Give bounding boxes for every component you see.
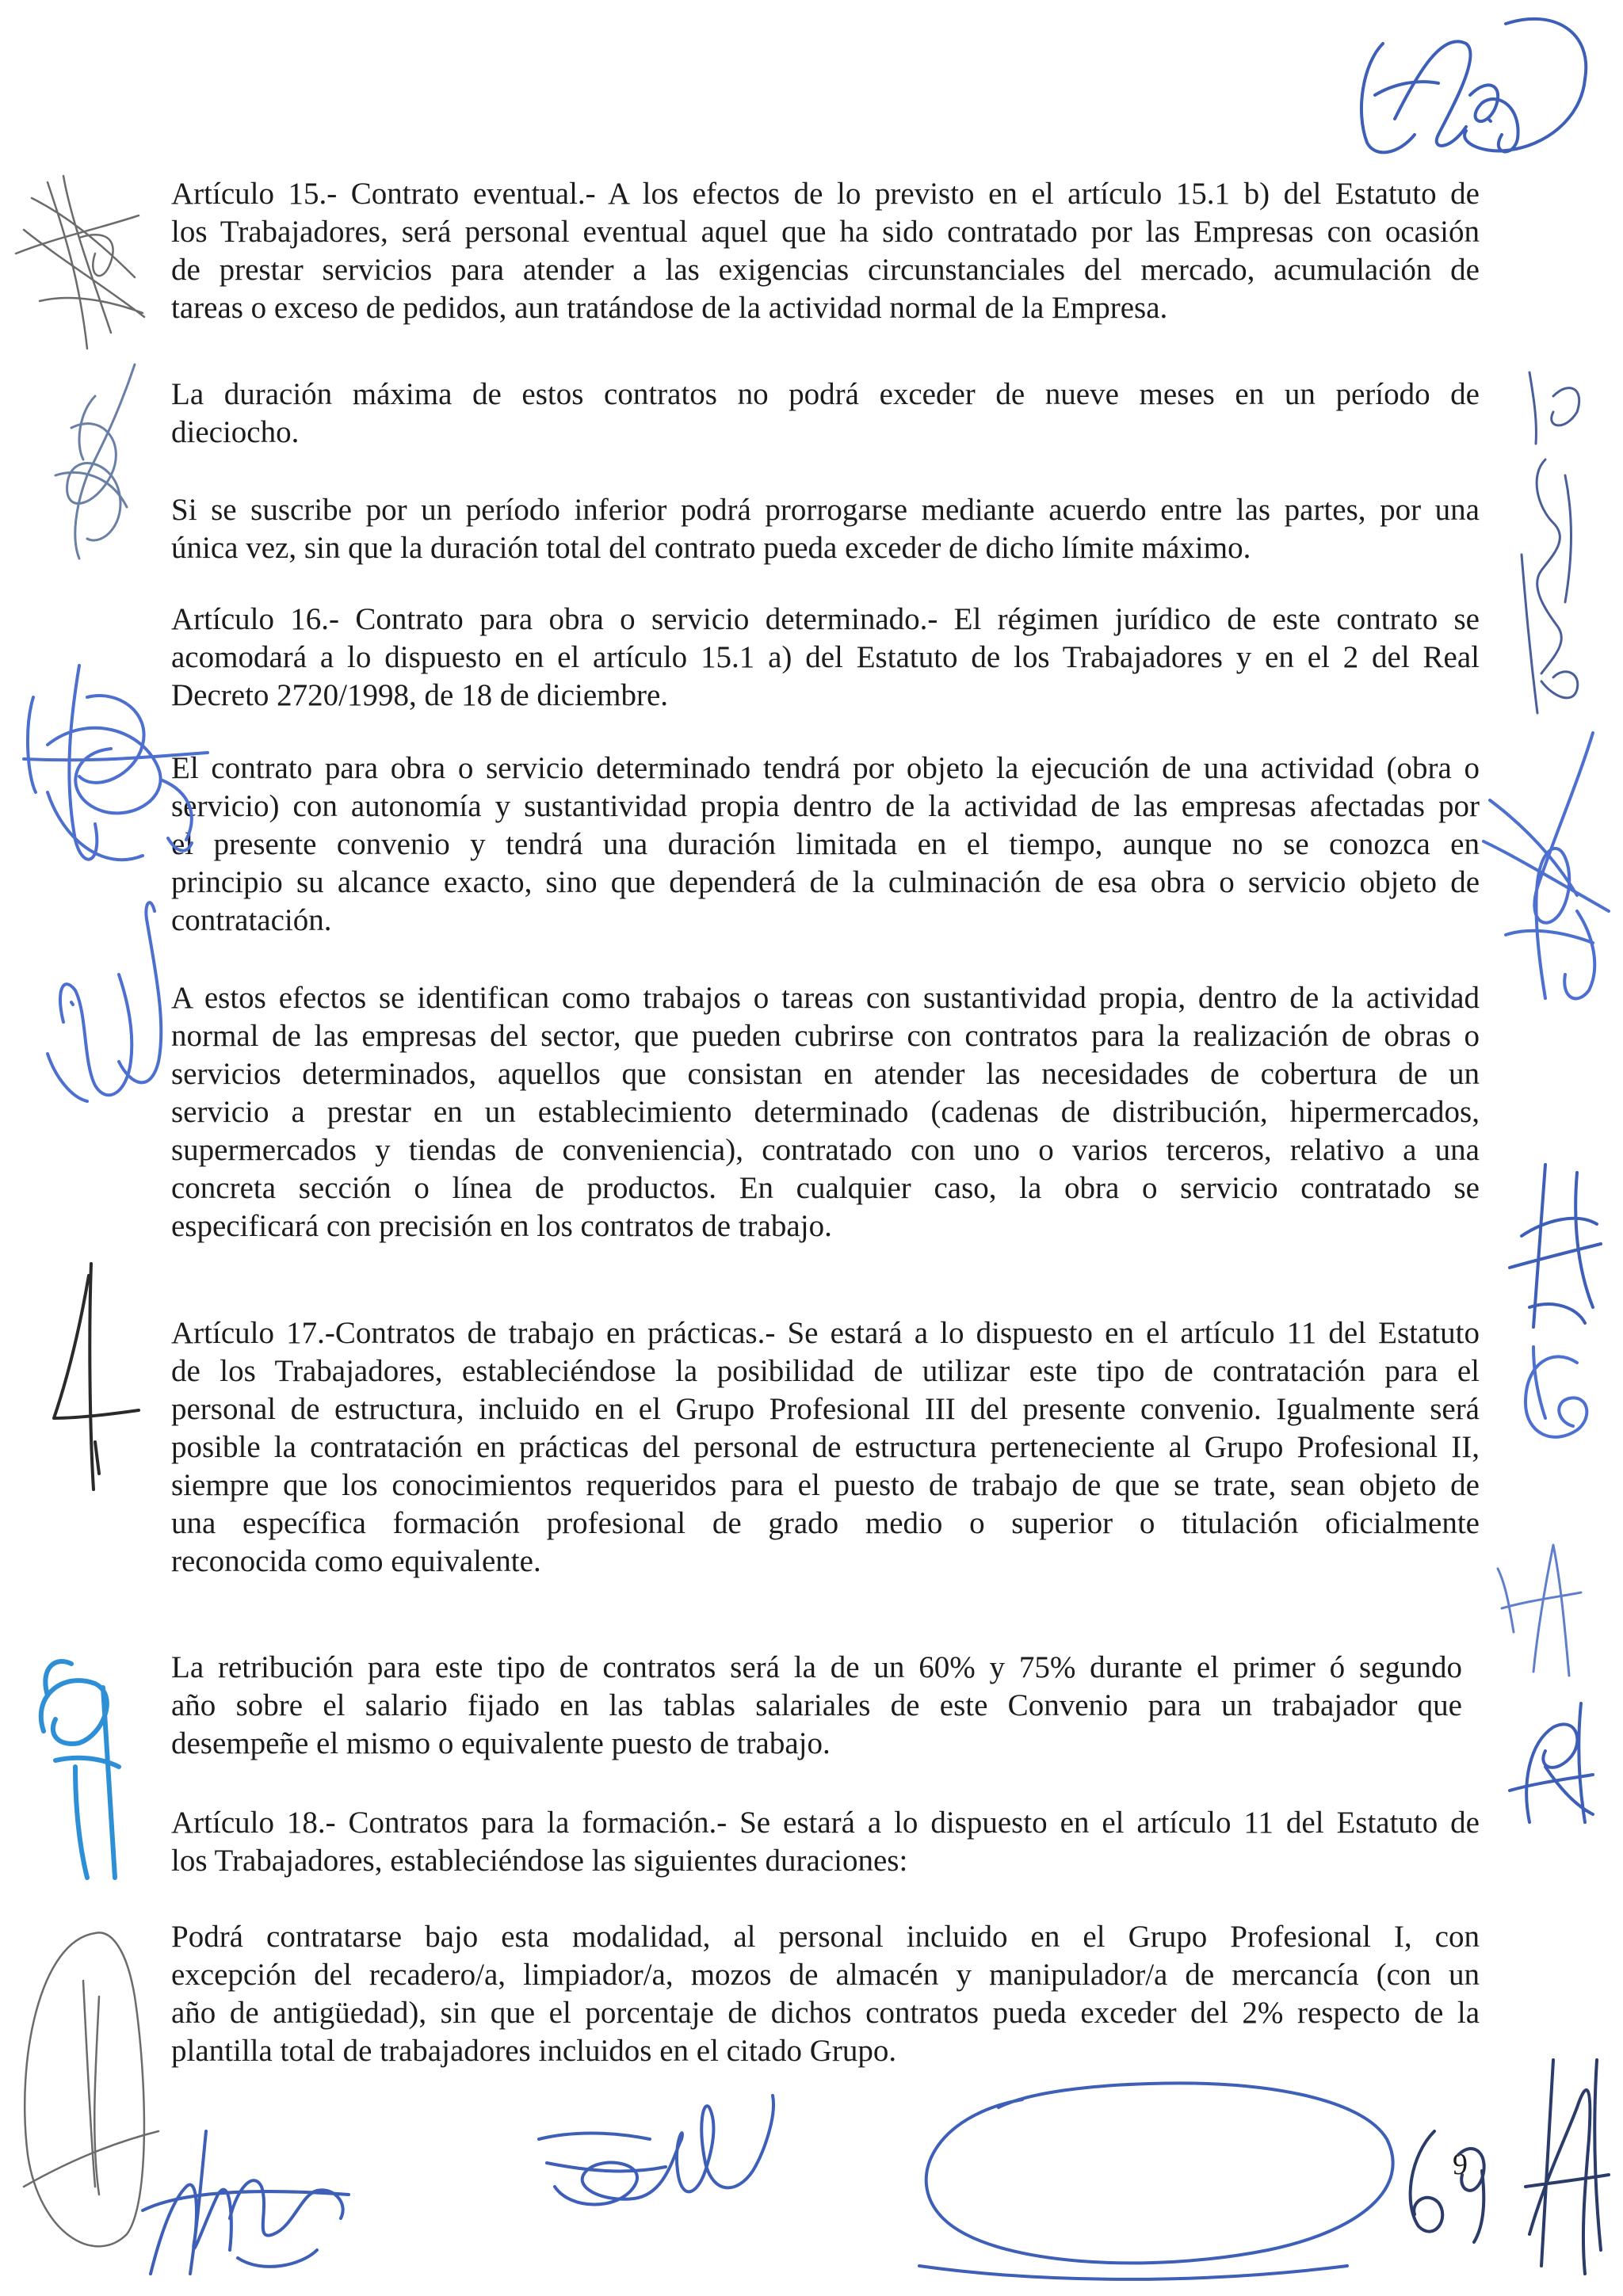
signature-top-right bbox=[1361, 19, 1586, 153]
text-line: una específica formación profesional de grado medio o superior o titulación oficialmente bbox=[171, 1506, 1480, 1540]
text-line: supermercados y tiendas de conveniencia), contratado con uno o varios terceros, relativo a una bbox=[171, 1133, 1480, 1167]
text-line: el presente convenio y tendrá una duración limitada en el tiempo, aunque no se conozca en bbox=[171, 827, 1480, 861]
text-line: reconocida como equivalente. bbox=[171, 1544, 541, 1578]
text-line: El contrato para obra o servicio determinado tendrá por objeto la ejecución de una actividad (obra o bbox=[171, 751, 1480, 785]
article-16-paragraph bbox=[171, 601, 1480, 715]
text-line: especificará con precisión en los contratos de trabajo. bbox=[171, 1209, 832, 1243]
text-line: excepción del recadero/a, limpiador/a, mozos de almacén y manipulador/a de mercancía (con un bbox=[171, 1958, 1480, 1992]
text-line: los Trabajadores, será personal eventual aquel que ha sido contratado por las Empresas con ocasión bbox=[171, 215, 1480, 249]
text-line: desempeñe el mismo o equivalente puesto de trabajo. bbox=[171, 1726, 831, 1760]
signature-bottom-right bbox=[1526, 2060, 1609, 2274]
text-line: Decreto 2720/1998, de 18 de diciembre. bbox=[171, 678, 669, 712]
article-15-duration-paragraph bbox=[171, 376, 1480, 452]
text-line: servicio) con autonomía y sustantividad propia dentro de la actividad de las empresas afectadas por bbox=[171, 789, 1480, 823]
text-line: dieciocho. bbox=[171, 415, 300, 449]
text-line: La retribución para este tipo de contratos será la de un 60% y 75% durante el primer ó segundo bbox=[171, 1650, 1462, 1684]
text-line: los Trabajadores, estableciéndose las siguientes duraciones: bbox=[171, 1844, 908, 1878]
article-17-pay-paragraph bbox=[171, 1649, 1462, 1763]
text-line: tareas o exceso de pedidos, aun tratándose de la actividad normal de la Empresa. bbox=[171, 291, 1168, 325]
text-line: Artículo 16.- Contrato para obra o servicio determinado.- El régimen jurídico de este contrato se bbox=[171, 602, 1480, 636]
text-line: acomodará a lo dispuesto en el artículo 15.1 a) del Estatuto de los Trabajadores y en el 2 del Real bbox=[171, 640, 1480, 674]
signature-bottom-2 bbox=[539, 2096, 773, 2205]
signature-bottom-1 bbox=[143, 2131, 349, 2274]
text-line: Artículo 15.- Contrato eventual.- A los efectos de lo previsto en el artículo 15.1 b) del Estatuto de bbox=[171, 177, 1480, 211]
signature-left-cyan bbox=[41, 1661, 119, 1878]
text-line: servicios determinados, aquellos que consistan en atender las necesidades de cobertura de un bbox=[171, 1057, 1480, 1091]
article-16-object-paragraph bbox=[171, 749, 1480, 940]
text-line: concreta sección o línea de productos. En cualquier caso, la obra o servicio contratado se bbox=[171, 1171, 1480, 1205]
signature-right-3 bbox=[1510, 1165, 1601, 1327]
text-line: A estos efectos se identifican como trabajos o tareas con sustantividad propia, dentro de la actividad bbox=[171, 981, 1480, 1015]
signature-left-middle bbox=[48, 902, 161, 1101]
text-line: personal de estructura, incluido en el Grupo Profesional III del presente convenio. Igualmente será bbox=[171, 1392, 1480, 1426]
text-line: posible la contratación en prácticas del personal de estructura perteneciente al Grupo Profesional II, bbox=[171, 1430, 1480, 1464]
article-15-paragraph bbox=[171, 175, 1480, 327]
text-line: año sobre el salario fijado en las tablas salariales de este Convenio para un trabajador que bbox=[171, 1688, 1462, 1722]
text-line: servicio a prestar en un establecimiento determinado (cadenas de distribución, hipermercados, bbox=[171, 1095, 1480, 1129]
article-17-paragraph bbox=[171, 1314, 1480, 1581]
signature-bottom-3 bbox=[1411, 2131, 1484, 2242]
signature-bottom-oval bbox=[919, 2083, 1393, 2279]
text-line: Artículo 18.- Contratos para la formación.- Se estará a lo dispuesto en el artículo 11 del Estatuto de bbox=[171, 1806, 1480, 1840]
article-16-scope-paragraph bbox=[171, 979, 1480, 1245]
signature-right-4 bbox=[1526, 1347, 1587, 1437]
text-line: normal de las empresas del sector, que pueden cubrirse con contratos para la realización de obras o bbox=[171, 1019, 1480, 1053]
signature-left-upper bbox=[55, 364, 135, 559]
article-18-eligibility-paragraph bbox=[171, 1918, 1480, 2070]
text-line: principio su alcance exacto, sino que dependerá de la culminación de esa obra o servicio objeto de bbox=[171, 865, 1480, 899]
article-18-paragraph bbox=[171, 1804, 1480, 1880]
text-line: única vez, sin que la duración total del contrato pueda exceder de dicho límite máximo. bbox=[171, 531, 1251, 565]
signature-top-left bbox=[16, 176, 144, 349]
text-line: Podrá contratarse bajo esta modalidad, al personal incluido en el Grupo Profesional I, con bbox=[171, 1920, 1480, 1954]
text-line: de prestar servicios para atender a las exigencias circunstanciales del mercado, acumulación de bbox=[171, 253, 1480, 287]
text-line: año de antigüedad), sin que el porcentaje de dichos contratos pueda exceder del 2% respecto de la bbox=[171, 1996, 1480, 2030]
text-line: de los Trabajadores, estableciéndose la posibilidad de utilizar este tipo de contratación para el bbox=[171, 1354, 1480, 1388]
signature-right-2 bbox=[1484, 733, 1609, 998]
text-line: contratación. bbox=[171, 903, 332, 937]
article-15-extension-paragraph bbox=[171, 491, 1480, 567]
text-line: siempre que los conocimientos requeridos para el puesto de trabajo de que se trate, sean objeto de bbox=[171, 1468, 1480, 1502]
text-line: plantilla total de trabajadores incluidos en el citado Grupo. bbox=[171, 2034, 897, 2068]
signature-right-6 bbox=[1510, 1703, 1593, 1822]
text-line: Si se suscribe por un período inferior podrá prorrogarse mediante acuerdo entre las partes, por una bbox=[171, 493, 1480, 527]
page-number: 9 bbox=[1453, 2148, 1468, 2181]
text-line: La duración máxima de estos contratos no podrá exceder de nueve meses en un período de bbox=[171, 377, 1480, 411]
signature-right-5 bbox=[1498, 1545, 1581, 1676]
signature-bottom-left-oval bbox=[24, 1932, 158, 2246]
signature-left-black bbox=[54, 1264, 139, 1489]
text-line: Artículo 17.-Contratos de trabajo en prácticas.- Se estará a lo dispuesto en el artículo 11 del Estatuto bbox=[171, 1316, 1480, 1350]
signature-right-1 bbox=[1522, 372, 1579, 713]
